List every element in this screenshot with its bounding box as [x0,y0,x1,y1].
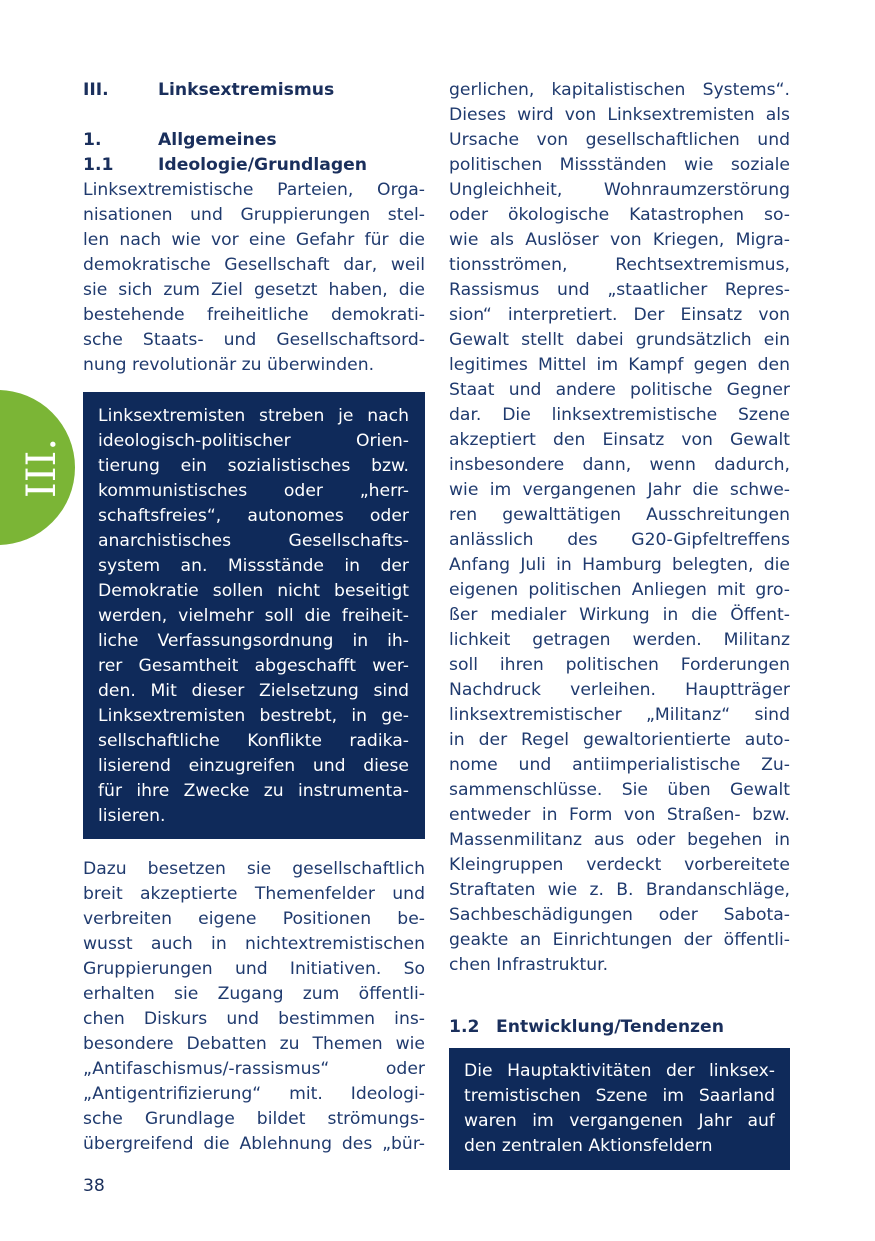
paragraph-themes [83,857,425,1157]
text-line: Massenmilitanz aus oder begehen in [449,830,790,850]
text-line: nome und antiimperialistische Zu- [449,755,790,775]
text-line: rer Gesamtheit abgeschafft wer- [98,656,409,676]
text-line: soll ihren politischen Forderungen [449,655,790,675]
text-line: sammenschlüsse. Sie üben Gewalt [449,780,790,800]
right-column [449,78,790,1170]
heading-number: 1. [83,130,102,150]
text-line: akzeptiert den Einsatz von Gewalt [449,430,790,450]
text-line: wie als Auslöser von Kriegen, Migra- [449,230,790,250]
text-line: Straftaten wie z. B. Brandanschläge, [449,880,790,900]
text-line: Dazu besetzen sie gesellschaftlich [83,859,425,879]
text-line: wusst auch in nichtextremistischen [83,934,425,954]
text-line: anarchistisches Gesellschafts- [98,531,409,551]
text-line: geakte an Einrichtungen der öffentli- [449,930,790,950]
paragraph-intro [83,178,425,378]
text-line: erhalten sie Zugang zum öffentli- [83,984,425,1004]
text-line: nisationen und Gruppierungen stel- [83,205,425,225]
text-line: sche Grundlage bildet strömungs- [83,1109,425,1129]
text-line: sellschaftliche Konflikte radika- [98,731,409,751]
text-line: anlässlich des G20-Gipfeltreffens [449,530,790,550]
text-line: sie sich zum Ziel gesetzt haben, die [83,280,425,300]
text-line: in der Regel gewaltorientierte auto- [449,730,790,750]
text-line: entweder in Form von Straßen- bzw. [449,805,790,825]
heading-number: 1.2 [449,1017,480,1037]
highlight-box [83,392,425,839]
text-line: Ursache von gesellschaftlichen und [449,130,790,150]
section-heading-1-2 [449,1015,790,1040]
text-line: lisieren. [98,806,166,826]
text-line: Kleingruppen verdeckt vorbereitete [449,855,790,875]
text-line: Linksextremisten streben je nach [98,406,409,426]
text-line: übergreifend die Ablehnung des „bür- [83,1134,425,1154]
text-line: Anfang Juli in Hamburg belegten, die [449,555,790,575]
text-line: kommunistisches oder „herr- [98,481,409,501]
section-heading-main [83,78,425,103]
text-line: Nachdruck verleihen. Hauptträger [449,680,790,700]
text-line: den zentralen Aktionsfeldern [464,1136,713,1156]
text-line: verbreiten eigene Positionen be- [83,909,425,929]
section-heading-1-1 [83,153,425,178]
text-line: politischen Missständen wie soziale [449,155,790,175]
text-line: den. Mit dieser Zielsetzung sind [98,681,409,701]
text-line: demokratische Gesellschaft dar, weil [83,255,425,275]
text-line: Linksextremistische Parteien, Orga- [83,180,425,200]
text-line: bestehende freiheitliche demokrati- [83,305,425,325]
text-line: sche Staats- und Gesellschaftsord- [83,330,425,350]
text-line: wie im vergangenen Jahr die schwe- [449,480,790,500]
text-line: lichkeit getragen werden. Militanz [449,630,790,650]
text-line: Gruppierungen und Initiativen. So [83,959,425,979]
chapter-label: III. [19,437,65,499]
text-line: len nach wie vor eine Gefahr für die [83,230,425,250]
text-line: lisierend einzugreifen und diese [98,756,409,776]
text-line: besondere Debatten zu Themen wie [83,1034,425,1054]
highlight-box [449,1048,790,1170]
section-heading-1 [83,128,425,153]
text-line: oder ökologische Katastrophen so- [449,205,790,225]
heading-title: Ideologie/Grundlagen [158,155,368,175]
text-line: waren im vergangenen Jahr auf [464,1111,775,1131]
text-line: für ihre Zwecke zu instrumenta- [98,781,409,801]
heading-number: III. [83,80,109,100]
heading-number: 1.1 [83,155,114,175]
text-line: ren gewalttätigen Ausschreitungen [449,505,790,525]
page-number: 38 [83,1176,105,1196]
text-line: linksextremistischer „Militanz“ sind [449,705,790,725]
text-line: Rassismus und „staatlicher Repres- [449,280,790,300]
text-line: tierung ein sozialistisches bzw. [98,456,409,476]
heading-title: Linksextremismus [158,80,335,100]
text-line: Sachbeschädigungen oder Sabota- [449,905,790,925]
text-line: Demokratie sollen nicht beseitigt [98,581,409,601]
text-line: ideologisch-politischer Orien- [98,431,409,451]
text-line: Dieses wird von Linksextremisten als [449,105,790,125]
text-line: insbesondere dann, wenn dadurch, [449,455,790,475]
text-line: liche Verfassungsordnung in ih- [98,631,409,651]
text-line: Die Hauptaktivitäten der linksex- [464,1061,775,1081]
left-column [83,78,425,1157]
text-line: gerlichen, kapitalistischen Systems“. [449,80,790,100]
text-line: chen Diskurs und bestimmen ins- [83,1009,425,1029]
text-line: ßer medialer Wirkung in die Öffent- [449,605,790,625]
text-line: werden, vielmehr soll die freiheit- [98,606,409,626]
text-line: system an. Missstände in der [98,556,409,576]
text-line: schaftsfreies“, autonomes oder [98,506,409,526]
text-line: Linksextremisten bestrebt, in ge- [98,706,409,726]
text-line: legitimes Mittel im Kampf gegen den [449,355,790,375]
text-line: dar. Die linksextremistische Szene [449,405,790,425]
text-line: eigenen politischen Anliegen mit gro- [449,580,790,600]
text-line: chen Infrastruktur. [449,955,609,975]
heading-title: Entwicklung/Tendenzen [496,1017,724,1037]
heading-title: Allgemeines [158,130,277,150]
text-line: nung revolutionär zu überwinden. [83,355,375,375]
text-line: Gewalt stellt dabei grundsätzlich ein [449,330,790,350]
text-line: tionsströmen, Rechtsextremismus, [449,255,790,275]
text-line: „Antifaschismus/-rassismus“ oder [83,1059,425,1079]
text-line: sion“ interpretiert. Der Einsatz von [449,305,790,325]
text-line: Staat und andere politische Gegner [449,380,790,400]
text-line: Ungleichheit, Wohnraumzerstörung [449,180,790,200]
text-line: „Antigentrifizierung“ mit. Ideologi- [83,1084,425,1104]
text-line: breit akzeptierte Themenfelder und [83,884,425,904]
paragraph-continued [449,78,790,978]
text-line: tremistischen Szene im Saarland [464,1086,775,1106]
